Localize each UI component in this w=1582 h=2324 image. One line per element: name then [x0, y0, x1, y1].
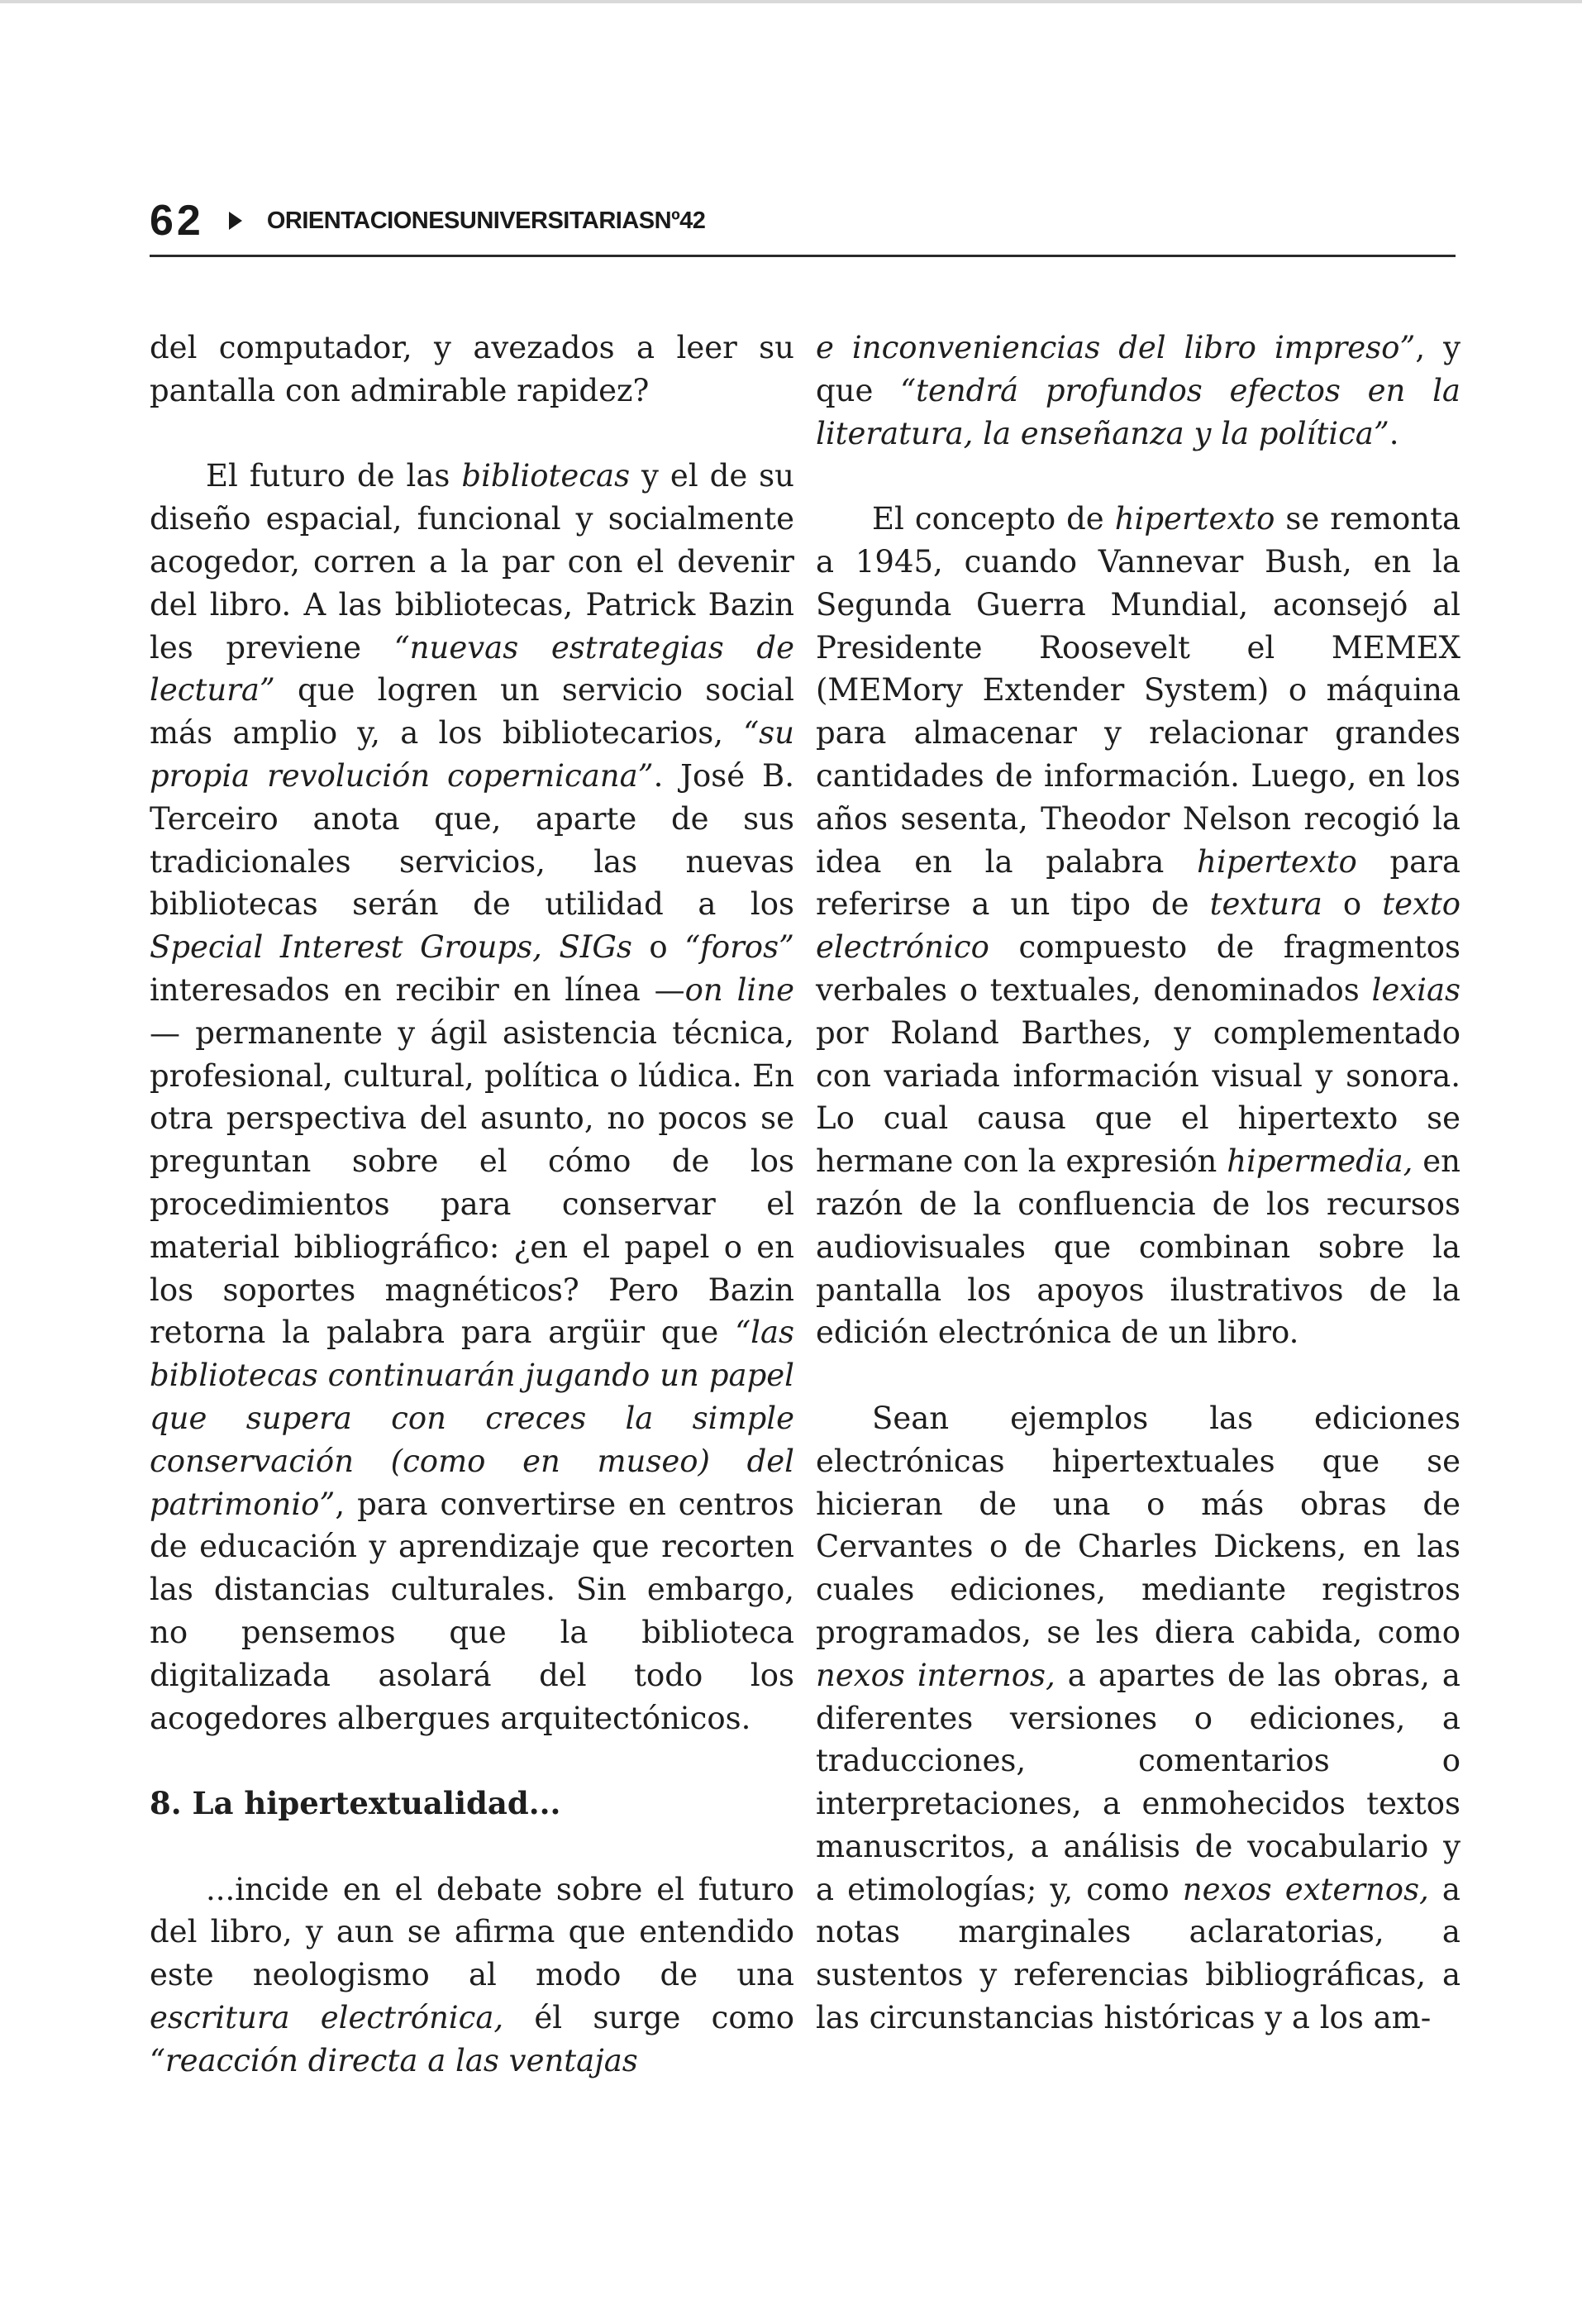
left-paragraph-2: El futuro de las bibliotecas y el de su diseño espacial, funcional y socialmente acogedor, corren a la par con el devenir del libro. A las bibliotecas, Patrick Bazin les previene “nuevas estrategias de lectura” que logren un servicio social más amplio y, a los bibliotecarios, “su propia revolución copernicana”. José B. Terceiro anota que, aparte de sus tradicionales servicios, las nuevas bibliotecas serán de utilidad a los Special Interest Groups, SIGs o “foros” interesados en recibir en línea —on line— permanente y ágil asistencia técnica, profesional, cultural, política o lúdica. En otra perspectiva del asunto, no pocos se preguntan sobre el cómo de los procedimientos para conservar el material bibliográfico: ¿en el papel o en los soportes magnéticos? Pero Bazin retorna la palabra para argüir que “las bibliotecas continuarán jugando un papel que supera con creces la simple conservación (como en museo) del patrimonio”, para convertirse en centros de educación y aprendizaje que recorten las distancias culturales. Sin embargo, no pensemos que la biblioteca digitalizada asolará del todo los acogedores albergues arquitectónicos. — [150, 458, 795, 1736]
header-rule — [150, 255, 1456, 257]
journal-title: ORIENTACIONESUNIVERSITARIASNº42 — [266, 207, 706, 234]
triangle-arrow-icon — [229, 212, 242, 230]
left-column — [150, 327, 794, 2083]
right-paragraph-1: e inconveniencias del libro impreso”, y que “tendrá profundos efectos en la literatura, la enseñanza y la política”. — [816, 330, 1460, 451]
right-column — [816, 327, 1460, 2040]
page-number: 62 — [150, 197, 204, 245]
right-paragraph-2: El concepto de hipertexto se remonta a 1945, cuando Vannevar Bush, en la Segunda Guerra Mundial, aconsejó al Presidente Roosevelt el MEMEX (MEMory Extender System) o máquina para almacenar y relacionar grandes cantidades de información. Luego, en los años sesenta, Theodor Nelson recogió la idea en la palabra hipertexto para referirse a un tipo de textura o texto electrónico compuesto de fragmentos verbales o textuales, denominados lexias por Roland Barthes, y complementado con variada información visual y sonora. Lo cual causa que el hipertexto se hermane con la expresión hipermedia, en razón de la confluencia de los recursos audiovisuales que combinan sobre la pantalla los apoyos ilustrativos de la edición electrónica de un libro. — [816, 501, 1461, 1351]
left-paragraph-3: ...incide en el debate sobre el futuro del libro, y aun se afirma que entendido este neologismo al modo de una escritura electrónica, él surge como “reacción directa a las ventajas — [150, 1871, 794, 2078]
page-top-edge — [0, 0, 1582, 3]
left-paragraph-1: del computador, y avezados a leer su pantalla con admirable rapidez? — [150, 330, 794, 408]
running-header — [150, 192, 1456, 250]
right-paragraph-3: Sean ejemplos las ediciones electrónicas hipertextuales que se hicieran de una o más obras de Cervantes o de Charles Dickens, en las cuales ediciones, mediante registros programados, se les diera cabida, como nexos internos, a apartes de las obras, a diferentes versiones o ediciones, a traducciones, comentarios o interpretaciones, a enmohecidos textos manuscritos, a análisis de vocabulario y a etimologías; y, como nexos externos, a notas marginales aclaratorias, a sustentos y referencias bibliográficas, a las circunstancias históricas y a los am- — [816, 1400, 1460, 2036]
section-heading: 8. La hipertextualidad... — [150, 1785, 561, 1822]
